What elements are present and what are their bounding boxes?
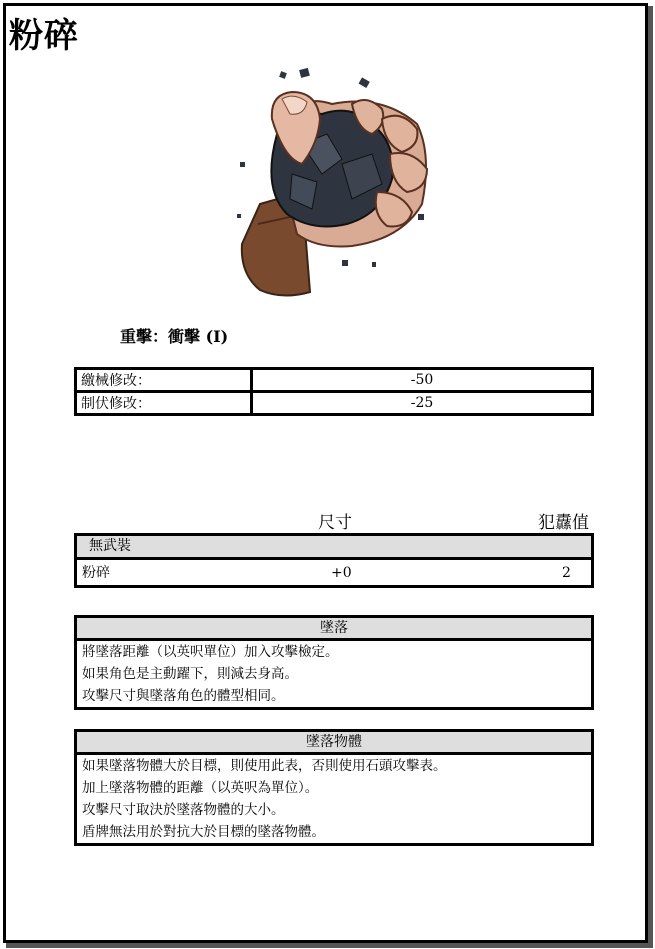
attack-crit: 2: [562, 565, 571, 581]
page-title: 粉碎: [9, 16, 79, 56]
attack-type-label: 重擊：衝擊 (I): [120, 327, 229, 346]
list-item: 攻擊尺寸取決於墜落物體的大小。: [82, 802, 285, 818]
table-row: [76, 369, 593, 392]
list-item: 加上墜落物體的距離（以英呎為單位）。: [82, 780, 319, 796]
list-item: 盾牌無法用於對抗大於目標的墜落物體。: [82, 824, 325, 840]
subdue-modifier-value: -25: [252, 392, 593, 415]
disarm-modifier-value: -50: [252, 369, 593, 392]
list-item: 如果角色是主動躍下，則減去身高。: [82, 666, 298, 682]
falling-object-header: 墜落物體: [77, 732, 591, 755]
page-shadow-right: [648, 6, 653, 946]
list-item: 將墜落距離（以英呎單位）加入攻擊檢定。: [82, 644, 339, 660]
table-row: [77, 560, 591, 586]
page-shadow-bottom: [6, 943, 653, 948]
modifier-table: [74, 367, 594, 416]
fist-crushing-rock-icon: [232, 64, 442, 300]
table-row: [76, 392, 593, 415]
crit-column-header: 犯纛值: [538, 513, 589, 533]
list-item: 如果墜落物體大於目標，則使用此表，否則使用石頭攻擊表。: [82, 758, 447, 774]
falling-rules-box: [74, 615, 594, 710]
attack-size: +0: [331, 565, 352, 581]
subdue-modifier-label: 制伏修改：: [76, 392, 252, 415]
disarm-modifier-label: 繳械修改：: [76, 369, 252, 392]
unarmed-header: 無武裝: [77, 536, 591, 560]
list-item: 攻擊尺寸與墜落角色的體型相同。: [82, 688, 285, 704]
unarmed-table: [74, 533, 594, 588]
falling-object-rules-box: [74, 729, 594, 846]
falling-header: 墜落: [77, 618, 591, 641]
size-column-header: 尺寸: [318, 513, 352, 533]
attack-name: 粉碎: [82, 565, 110, 581]
